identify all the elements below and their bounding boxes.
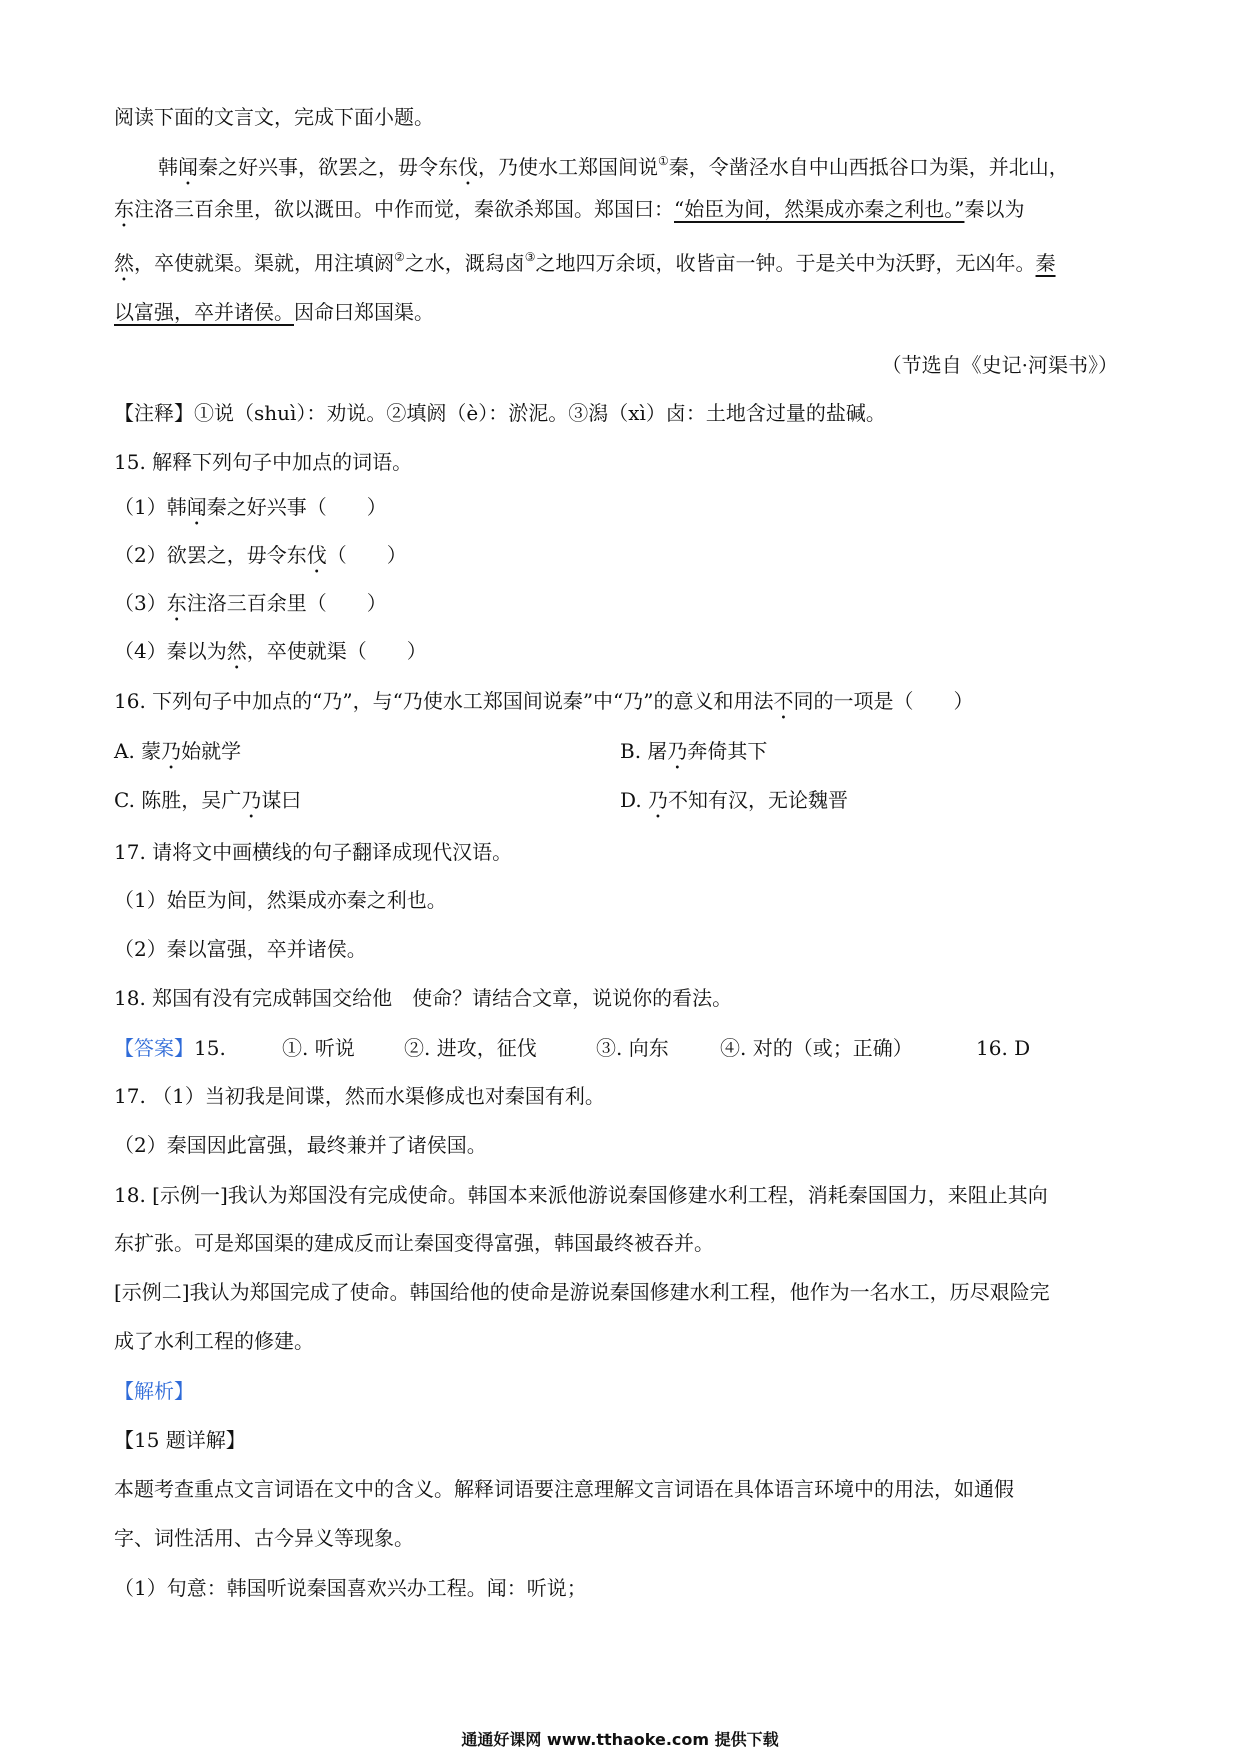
answer-tag: 【答案】 xyxy=(114,1036,194,1060)
intro-line: 阅读下面的文言文，完成下面小题。 xyxy=(114,105,434,129)
answer-line-15: 【答案】15. ①. 听说 ②. 进攻，征伐 ③. 向东 ④. 对的（或；正确） 16. D xyxy=(114,1036,1031,1060)
q16-option-a: A. 蒙乃始就学 xyxy=(114,739,242,763)
analysis-para-2: 字、词性活用、古今异义等现象。 xyxy=(114,1526,414,1550)
analysis-subtitle: 【15 题详解】 xyxy=(114,1428,246,1452)
answer-18-3: [示例二]我认为郑国完成了使命。韩国给他的使命是游说秦国修建水利工程，他作为一名水工，历尽艰险完 xyxy=(114,1280,1050,1304)
passage-line-1: 韩闻秦之好兴事，欲罢之，毋令东伐，乃使水工郑国间说①秦，令凿泾水自中山西抵谷口为渠，并北山， xyxy=(158,154,1069,179)
answer-17-1: 17. （1）当初我是间谍，然而水渠修成也对秦国有利。 xyxy=(114,1084,605,1108)
q17-item-2: （2）秦以富强，卒并诸侯。 xyxy=(114,937,367,961)
q15-item-3: （3）东注洛三百余里（ ） xyxy=(114,591,387,615)
answer-18-1: 18. [示例一]我认为郑国没有完成使命。韩国本来派他游说秦国修建水利工程，消耗秦国国力，来阻止其向 xyxy=(114,1183,1048,1207)
q17-item-1: （1）始臣为间，然渠成亦秦之利也。 xyxy=(114,888,447,912)
q16-option-b: B. 屠乃奔倚其下 xyxy=(620,739,768,763)
q15-item-2: （2）欲罢之，毋令东伐（ ） xyxy=(114,543,407,567)
analysis-tag: 【解析】 xyxy=(114,1379,194,1403)
answer-18-2: 东扩张。可是郑国渠的建成反而让秦国变得富强，韩国最终被吞并。 xyxy=(114,1231,714,1255)
answer-17-2: （2）秦国因此富强，最终兼并了诸侯国。 xyxy=(114,1133,487,1157)
passage-line-2: 东注洛三百余里，欲以溉田。中作而觉，秦欲杀郑国。郑国曰：“始臣为间，然渠成亦秦之利也。”秦以为 xyxy=(114,197,1025,221)
q16-option-c: C. 陈胜，吴广乃谋曰 xyxy=(114,788,302,812)
notes: 【注释】①说（shuì）：劝说。②填阏（è）：淤泥。③潟（xì）卤：土地含过量的盐碱。 xyxy=(114,401,886,425)
q16-option-d: D. 乃不知有汉，无论魏晋 xyxy=(620,788,849,812)
q17-title: 17. 请将文中画横线的句子翻译成现代汉语。 xyxy=(114,840,513,864)
q15-item-1: （1）韩闻秦之好兴事（ ） xyxy=(114,495,387,519)
q18-title: 18. 郑国有没有完成韩国交给他 使命？请结合文章，说说你的看法。 xyxy=(114,986,733,1010)
q16-title: 16. 下列句子中加点的“乃”，与“乃使水工郑国间说秦”中“乃”的意义和用法不同的一项是（ ） xyxy=(114,689,974,713)
page-footer: 通通好课网 www.tthaoke.com 提供下载 xyxy=(461,1730,779,1749)
passage-line-3: 然，卒使就渠。渠就，用注填阏②之水，溉舄卤③之地四万余顷，收皆亩一钟。于是关中为沃野，无凶年。秦 xyxy=(114,250,1056,275)
passage-source: （节选自《史记·河渠书》） xyxy=(881,353,1118,377)
analysis-para-3: （1）句意：韩国听说秦国喜欢兴办工程。闻：听说； xyxy=(114,1576,587,1600)
analysis-para-1: 本题考查重点文言词语在文中的含义。解释词语要注意理解文言词语在具体语言环境中的用法，如通假 xyxy=(114,1477,1014,1501)
q15-title: 15. 解释下列句子中加点的词语。 xyxy=(114,450,413,474)
q15-item-4: （4）秦以为然，卒使就渠（ ） xyxy=(114,639,427,663)
passage-line-4: 以富强，卒并诸侯。因命曰郑国渠。 xyxy=(114,300,434,324)
answer-18-4: 成了水利工程的修建。 xyxy=(114,1329,314,1353)
